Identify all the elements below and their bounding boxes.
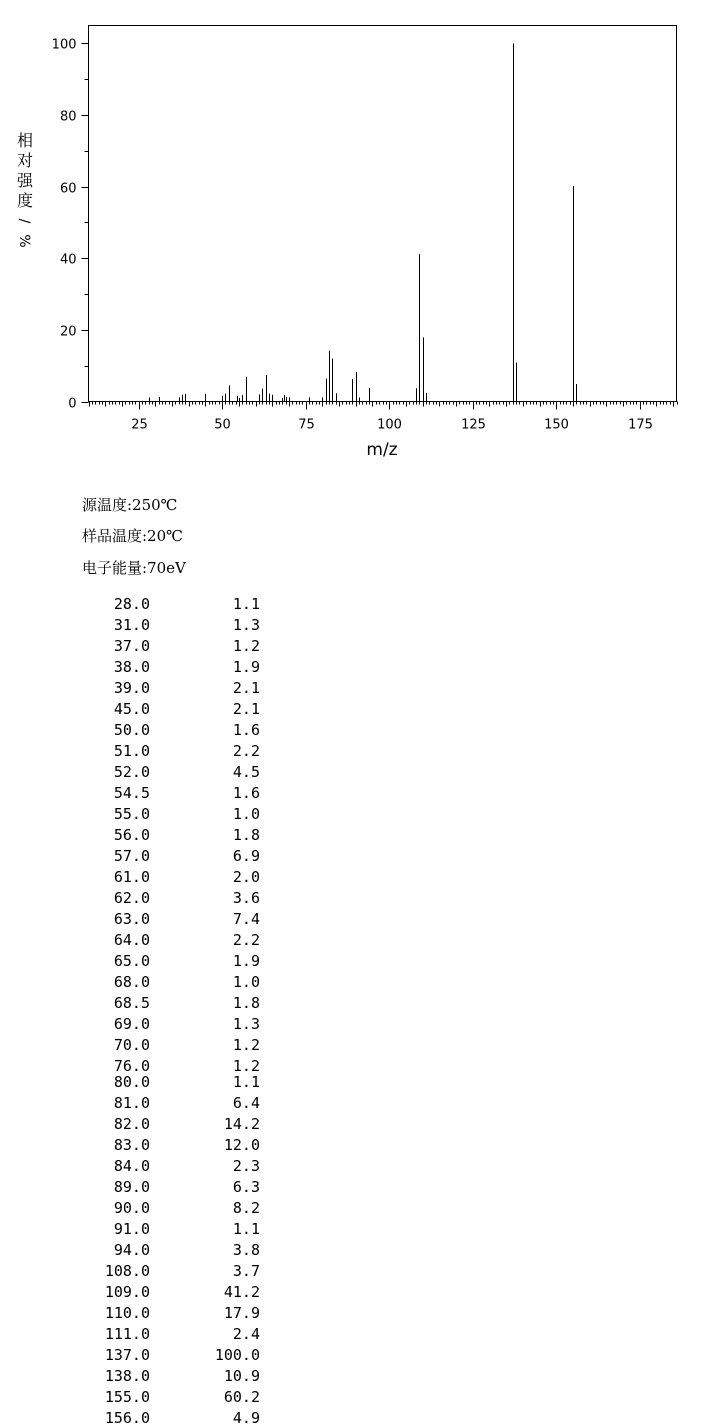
intensity-value: 8.2 [232, 1199, 260, 1217]
intensity-value: 2.1 [232, 700, 260, 718]
table-row [0, 1094, 300, 1112]
mz-value: 62.0 [113, 889, 150, 907]
intensity-value: 1.1 [232, 595, 260, 613]
table-row [0, 1136, 300, 1154]
mz-value: 39.0 [113, 679, 150, 697]
source-temperature: 源温度:250℃ [82, 496, 178, 514]
mz-value: 138.0 [104, 1367, 150, 1385]
x-tick-label: 175 [628, 417, 653, 433]
mz-value: 61.0 [113, 868, 150, 886]
mz-value: 84.0 [113, 1157, 150, 1175]
plot-frame [89, 26, 677, 402]
table-row [0, 889, 300, 907]
table-row [0, 595, 300, 613]
table-row [0, 763, 300, 781]
table-row [0, 952, 300, 970]
intensity-value: 3.8 [232, 1241, 260, 1259]
intensity-value: 6.3 [232, 1178, 260, 1196]
table-row [0, 1220, 300, 1238]
mz-value: 65.0 [113, 952, 150, 970]
table-row [0, 637, 300, 655]
mz-value: 63.0 [113, 910, 150, 928]
intensity-value: 1.1 [232, 1073, 260, 1091]
mz-value: 80.0 [113, 1073, 150, 1091]
x-tick-label: 50 [214, 417, 231, 433]
table-row [0, 1388, 300, 1406]
x-minor-ticks [90, 402, 678, 407]
table-row [0, 742, 300, 760]
intensity-value: 1.2 [232, 1036, 260, 1054]
y-tick-label: 100 [51, 37, 77, 53]
mz-value: 70.0 [113, 1036, 150, 1054]
mz-value: 90.0 [113, 1199, 150, 1217]
table-row [0, 973, 300, 991]
intensity-value: 1.3 [232, 1015, 260, 1033]
mz-value: 83.0 [113, 1136, 150, 1154]
mz-value: 137.0 [104, 1346, 150, 1364]
table-row [0, 847, 300, 865]
y-tick-label: 60 [59, 181, 77, 197]
intensity-value: 10.9 [223, 1367, 260, 1385]
mz-value: 64.0 [113, 931, 150, 949]
mz-value: 94.0 [113, 1241, 150, 1259]
y-axis-label-char: 对 [16, 151, 34, 170]
intensity-value: 12.0 [223, 1136, 260, 1154]
mz-value: 50.0 [113, 721, 150, 739]
table-row [0, 721, 300, 739]
mz-value: 69.0 [113, 1015, 150, 1033]
intensity-value: 14.2 [223, 1115, 260, 1133]
sample-temperature: 样品温度:20℃ [82, 527, 183, 545]
table-row [0, 658, 300, 676]
y-axis-label-char: % [16, 234, 32, 248]
table-row [0, 910, 300, 928]
y-axis-label-char: 相 [16, 131, 34, 150]
x-axis-ticks [131, 402, 653, 433]
mz-value: 37.0 [113, 637, 150, 655]
intensity-value: 1.2 [232, 637, 260, 655]
y-axis-ticks [52, 38, 89, 412]
table-row [0, 1015, 300, 1033]
x-tick-label: 150 [544, 417, 569, 433]
table-row [0, 1199, 300, 1217]
mz-value: 51.0 [113, 742, 150, 760]
mz-value: 109.0 [104, 1283, 150, 1301]
x-tick-label: 75 [298, 417, 315, 433]
y-tick-label: 20 [59, 324, 77, 340]
intensity-value: 1.6 [232, 784, 260, 802]
table-row [0, 1262, 300, 1280]
intensity-value: 17.9 [223, 1304, 260, 1322]
table-row [0, 1325, 300, 1343]
table-row [0, 994, 300, 1012]
intensity-value: 2.3 [232, 1157, 260, 1175]
y-axis-label [16, 131, 34, 248]
intensity-value: 100.0 [214, 1346, 260, 1364]
mz-value: 91.0 [113, 1220, 150, 1238]
intensity-value: 1.2 [232, 1057, 260, 1075]
intensity-value: 2.1 [232, 679, 260, 697]
x-tick-label: 25 [131, 417, 148, 433]
table-row [0, 1304, 300, 1322]
intensity-value: 1.6 [232, 721, 260, 739]
table-row [0, 1036, 300, 1054]
intensity-value: 3.7 [232, 1262, 260, 1280]
intensity-value: 2.2 [232, 742, 260, 760]
intensity-value: 1.8 [232, 826, 260, 844]
table-row [0, 1073, 300, 1091]
table-row [0, 616, 300, 634]
table-row [0, 1178, 300, 1196]
mz-value: 31.0 [113, 616, 150, 634]
intensity-value: 4.5 [232, 763, 260, 781]
intensity-value: 1.0 [232, 805, 260, 823]
mz-value: 45.0 [113, 700, 150, 718]
table-row [0, 1409, 300, 1427]
mz-value: 155.0 [104, 1388, 150, 1406]
intensity-value: 3.6 [232, 889, 260, 907]
y-axis-label-char: 强 [16, 171, 34, 190]
y-axis-label-char: 度 [16, 191, 34, 210]
intensity-value: 60.2 [223, 1388, 260, 1406]
mz-value: 28.0 [113, 595, 150, 613]
table-row [0, 1283, 300, 1301]
x-axis-label: m/z [366, 440, 398, 460]
mz-value: 82.0 [113, 1115, 150, 1133]
spectrum-peaks [150, 43, 577, 401]
electron-energy: 电子能量:70eV [82, 559, 186, 577]
mz-value: 110.0 [104, 1304, 150, 1322]
intensity-value: 1.1 [232, 1220, 260, 1238]
table-row [0, 700, 300, 718]
intensity-value: 7.4 [232, 910, 260, 928]
mz-value: 55.0 [113, 805, 150, 823]
mz-value: 56.0 [113, 826, 150, 844]
mz-value: 68.0 [113, 973, 150, 991]
table-row [0, 1241, 300, 1259]
table-row [0, 1367, 300, 1385]
intensity-value: 1.0 [232, 973, 260, 991]
table-row [0, 931, 300, 949]
mz-value: 108.0 [104, 1262, 150, 1280]
mass-spectrum-chart [0, 0, 706, 470]
intensity-value: 6.9 [232, 847, 260, 865]
y-tick-label: 80 [59, 109, 77, 125]
table-row [0, 784, 300, 802]
table-row [0, 805, 300, 823]
intensity-value: 1.9 [232, 658, 260, 676]
intensity-value: 41.2 [223, 1283, 260, 1301]
mz-value: 76.0 [113, 1057, 150, 1075]
table-row [0, 679, 300, 697]
intensity-value: 1.3 [232, 616, 260, 634]
mz-value: 52.0 [113, 763, 150, 781]
table-row [0, 868, 300, 886]
mz-value: 68.5 [113, 994, 150, 1012]
y-tick-label: 40 [59, 252, 77, 268]
y-axis-label-char: / [16, 218, 32, 224]
intensity-value: 6.4 [232, 1094, 260, 1112]
table-row [0, 826, 300, 844]
mz-value: 38.0 [113, 658, 150, 676]
intensity-value: 4.9 [232, 1409, 260, 1427]
intensity-value: 2.4 [232, 1325, 260, 1343]
intensity-value: 1.9 [232, 952, 260, 970]
mz-value: 81.0 [113, 1094, 150, 1112]
x-tick-label: 100 [377, 417, 402, 433]
mz-value: 156.0 [104, 1409, 150, 1427]
x-tick-label: 125 [461, 417, 486, 433]
mz-value: 57.0 [113, 847, 150, 865]
mz-value: 54.5 [113, 784, 150, 802]
intensity-value: 1.8 [232, 994, 260, 1012]
table-row [0, 1346, 300, 1364]
intensity-value: 2.2 [232, 931, 260, 949]
mz-value: 111.0 [104, 1325, 150, 1343]
table-row [0, 1115, 300, 1133]
y-tick-label: 0 [68, 396, 77, 412]
mz-value: 89.0 [113, 1178, 150, 1196]
intensity-value: 2.0 [232, 868, 260, 886]
table-row [0, 1157, 300, 1175]
